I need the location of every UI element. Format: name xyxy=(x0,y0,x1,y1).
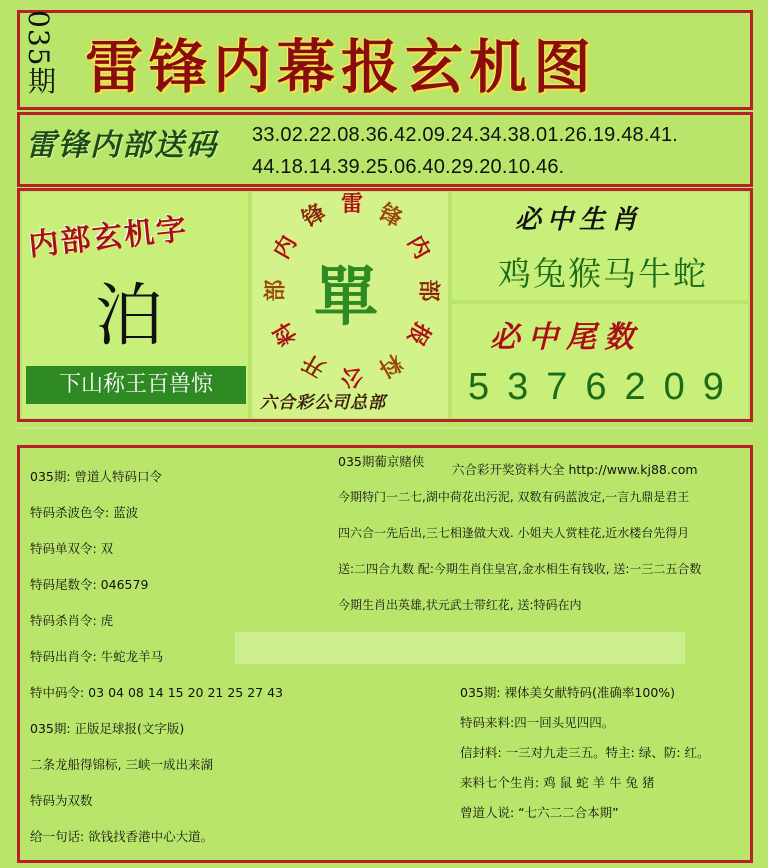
right-line-3: 信封料: 一三对九走三五。特主: 绿、防: 红。 xyxy=(460,745,710,760)
secret-verse: 下山称王百兽惊 xyxy=(26,366,246,404)
zodiac-values: 鸡兔猴马牛蛇 xyxy=(462,252,744,296)
secret-character: 泊 xyxy=(95,277,164,356)
right-line-1: 035期: 裸体美女献特码(准确率100%) xyxy=(460,685,676,700)
ring-char: 开 xyxy=(297,348,330,383)
issue-label xyxy=(22,10,62,98)
issue-suffix: 期 xyxy=(27,65,56,99)
left-line-6: 特码出肖令: 牛蛇龙羊马 xyxy=(30,649,164,664)
codes-label: 雷锋内部送码 xyxy=(26,128,218,163)
ring-char: 锋 xyxy=(297,198,330,233)
right-para-1: 今期特门一二七,湖中荷花出污泥, 双数有码蓝波定,一言九鼎是君王 xyxy=(338,490,690,504)
right-para-4: 今期生肖出英雄,状元武士带红花, 送:特码在内 xyxy=(338,598,582,612)
company-label: 六合彩公司总部 xyxy=(260,393,386,413)
right-line-2: 特码来料:四一回头见四四。 xyxy=(460,715,615,730)
faded-band xyxy=(235,632,685,664)
tail-values: 5376209 xyxy=(468,366,742,408)
ring-char: 部 xyxy=(415,279,442,302)
left-line-10: 特码为双数 xyxy=(30,793,93,808)
right-para-3: 送:二四合九数 配:今期生肖住皇宫,金水相生有钱收, 送:一三二五合数 xyxy=(338,562,702,576)
divider xyxy=(17,427,753,429)
right-line-5: 曾道人说: “七六二二合本期” xyxy=(460,805,619,820)
left-line-3: 特码单双令: 双 xyxy=(30,541,114,556)
issue-number: 035 xyxy=(22,10,55,67)
ring-char: 料 xyxy=(268,317,303,350)
site-link[interactable]: 六合彩开奖资料大全 http://www.kj88.com xyxy=(452,462,698,477)
zodiac-label: 必中生肖 xyxy=(515,205,644,235)
ring-char: 锋 xyxy=(374,198,407,233)
codes-line-1: 33.02.22.08.36.42.09.24.34.38.01.26.19.48.41. xyxy=(252,124,679,146)
page-title: 雷锋内幕报玄机图 xyxy=(85,33,598,101)
right-title: 035期葡京赌侠 xyxy=(338,454,425,469)
codes-line-2: 44.18.14.39.25.06.40.29.20.10.46. xyxy=(252,156,565,178)
ring-char: 内 xyxy=(401,231,436,264)
ring-char: 部 xyxy=(262,279,289,302)
tail-label: 必中尾数 xyxy=(490,320,642,355)
left-line-11: 给一句话: 欲钱找香港中心大道。 xyxy=(30,829,214,844)
ring-char: 报 xyxy=(401,317,436,350)
left-line-8: 035期: 正版足球报(文字版) xyxy=(30,721,185,736)
ring-center-character: 單 xyxy=(314,260,378,335)
secret-title: 内部玄机字 xyxy=(26,211,190,264)
ring-char: 公 xyxy=(341,364,364,390)
ring-char: 内 xyxy=(268,231,303,264)
ring-char: 料 xyxy=(374,348,407,383)
right-para-2: 四六合一先后出,三七相逢做大戏. 小姐夫人赏桂花,近水楼台先得月 xyxy=(338,526,690,540)
left-line-2: 特码杀波色令: 蓝波 xyxy=(30,505,139,520)
left-line-4: 特码尾数令: 046579 xyxy=(30,577,149,592)
left-line-7: 特中码令: 03 04 08 14 15 20 21 25 27 43 xyxy=(30,685,284,700)
left-line-5: 特码杀肖令: 虎 xyxy=(30,613,114,628)
left-line-9: 二条龙船得锦标, 三峡一成出来湖 xyxy=(30,757,213,772)
left-line-1: 035期: 曾道人特码口令 xyxy=(30,469,163,484)
right-line-4: 来料七个生肖: 鸡 鼠 蛇 羊 牛 兔 猪 xyxy=(460,775,655,790)
ring-char: 雷 xyxy=(341,191,364,217)
